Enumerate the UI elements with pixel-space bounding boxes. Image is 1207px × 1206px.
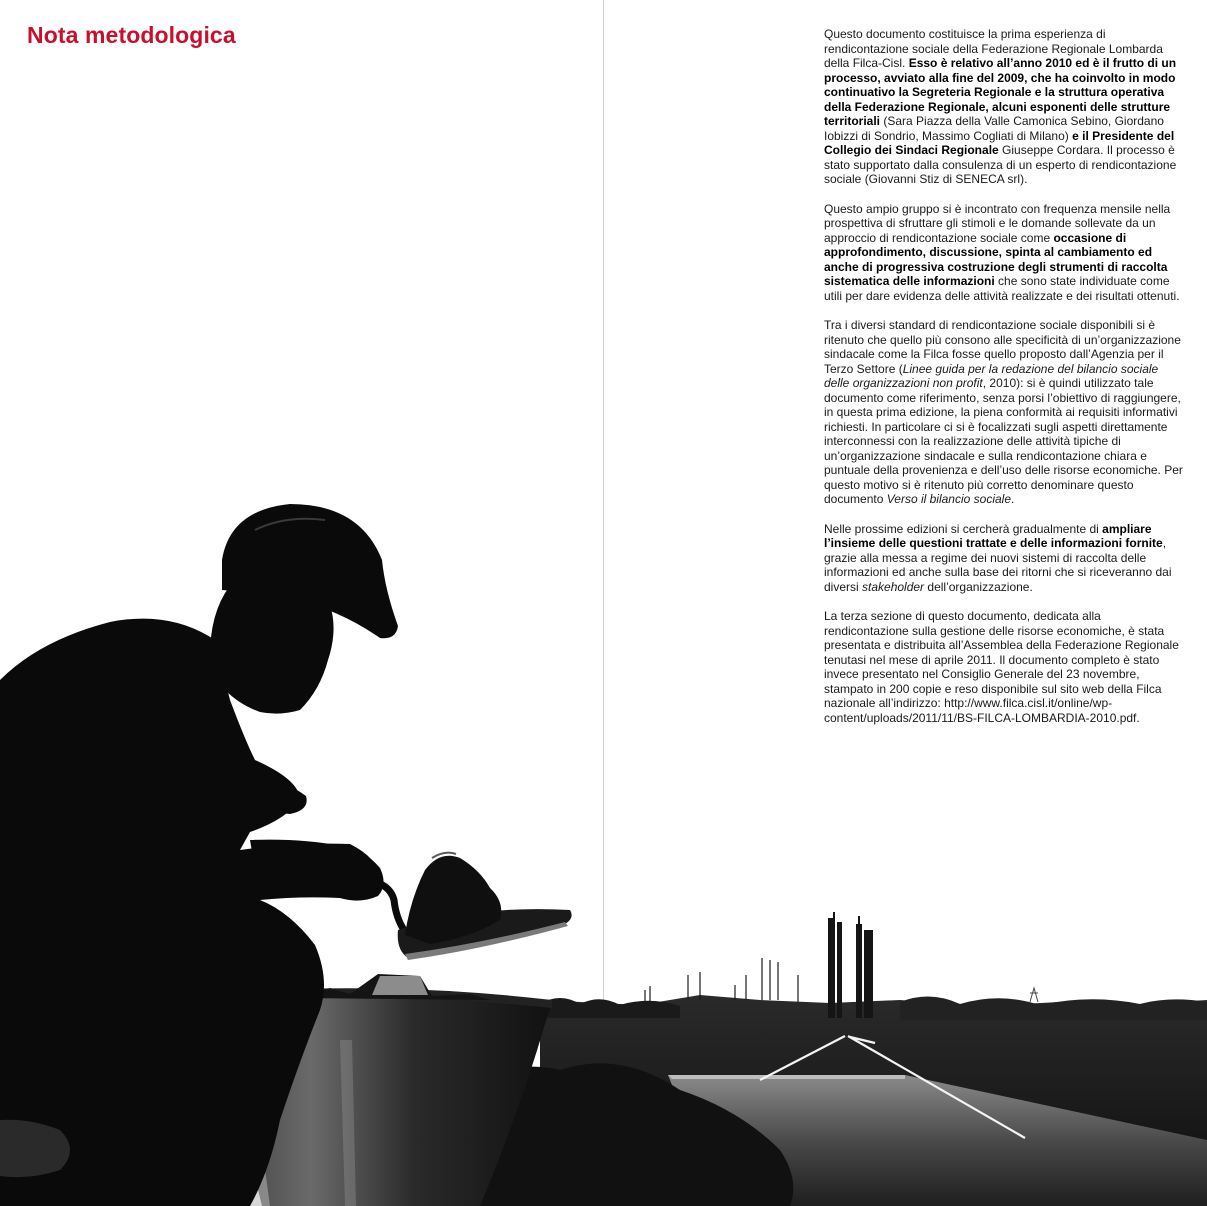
page-title: Nota metodologica bbox=[27, 22, 236, 48]
paragraph-1 bbox=[824, 27, 1186, 187]
text-run: Questo ampio gruppo si è incontrato con frequenza mensile nella prospettiva di sfruttare gli stimoli e le domande sollevate da un approccio di rendicontazione sociale come bbox=[824, 201, 1171, 245]
paragraph-3 bbox=[824, 318, 1186, 507]
text-run: dell’organizzazione. bbox=[924, 579, 1033, 594]
body-text-column bbox=[824, 27, 1186, 740]
text-run: Questo documento costituisce la prima esperienza di rendicontazione sociale della Federazione Regionale Lombarda della Filca-Cisl. bbox=[824, 27, 1163, 70]
paragraph-2 bbox=[824, 202, 1186, 304]
text-run: e il Presidente del Collegio dei Sindaci Regionale bbox=[824, 128, 1175, 157]
text-run: Giuseppe Cordara. Il processo è stato supportato dalla consulenza di un esperto di rendicontazione sociale (Giovanni Stiz di SENECA srl). bbox=[824, 143, 1177, 186]
text-run: Linee guida per la redazione del bilancio sociale delle organizzazioni non profit bbox=[824, 361, 1159, 390]
text-run: Tra i diversi standard di rendicontazione sociale disponibili si è ritenuto che quello più consono alle specificità di un’organizzazione sindacale come la Filca fosse quello proposto dall’Agenzia per il Terzo Settore ( bbox=[824, 318, 1181, 376]
text-run: Esso è relativo all’anno 2010 ed è il frutto di un processo, avviato alla fine del 2009, che ha coinvolto in modo continuativo la Segreteria Regionale e la struttura operativa della Federazione Regionale, alcuni esponenti delle strutture territoriali bbox=[824, 56, 1177, 128]
text-run: . bbox=[1011, 492, 1015, 506]
text-run: stakeholder bbox=[862, 579, 925, 594]
text-run: che sono state individuate come utili per dare evidenza delle attività realizzate e dei risultati ottenuti. bbox=[824, 274, 1180, 303]
text-run: Verso il bilancio sociale bbox=[886, 492, 1012, 506]
text-run: (Sara Piazza della Valle Camonica Sebino, Giordano Iobizzi di Sondrio, Massimo Cogliati di Milano) bbox=[824, 114, 1164, 143]
text-run: La terza sezione di questo documento, dedicata alla rendicontazione sulla gestione delle risorse economiche, è stata presentata e distribuita all’Assemblea della Federazione Regionale tenutasi nel mese di aprile 2011. Il documento completo è stato invece presentato nel Consiglio Generale del 23 novembre, stampato in 200 copie e reso disponibile sul sito web della Filca nazionale all’indirizzo: http://www.filca.cisl.it/online/wp-content/uploads/2011/11/BS-FILCA-LOMBARDIA-2010.pdf. bbox=[824, 609, 1179, 725]
text-run: , 2010): si è quindi utilizzato tale documento come riferimento, senza porsi l’obiettivo di raggiungere, in questa prima edizione, la piena conformità ai requisiti informativi richiesti. In particolare ci si è focalizzati sugli aspetti direttamente interconnessi con la realizzazione delle attività tipiche di un’organizzazione sindacale e sulla rendicontazione chiara e puntuale della provenienza e dell’uso delle risorse economiche. Per questo motivo si è ritenuto più corretto denominare questo documento bbox=[824, 376, 1183, 506]
paragraph-4 bbox=[824, 522, 1186, 595]
text-run: occasione di approfondimento, discussione, spinta al cambiamento ed anche di progressiva costruzione degli strumenti di raccolta sistematica delle informazioni bbox=[824, 230, 1168, 288]
paragraph-5 bbox=[824, 609, 1186, 725]
text-run: , grazie alla messa a regime dei nuovi sistemi di raccolta delle informazioni ed anche sulla base dei ritorni che si riceveranno dai diversi bbox=[824, 536, 1172, 594]
text-run: Nelle prossime edizioni si cercherà gradualmente di bbox=[824, 521, 1103, 536]
text-run: ampliare l’insieme delle questioni trattate e delle informazioni fornite bbox=[824, 521, 1163, 550]
rebar-columns bbox=[828, 912, 873, 1018]
